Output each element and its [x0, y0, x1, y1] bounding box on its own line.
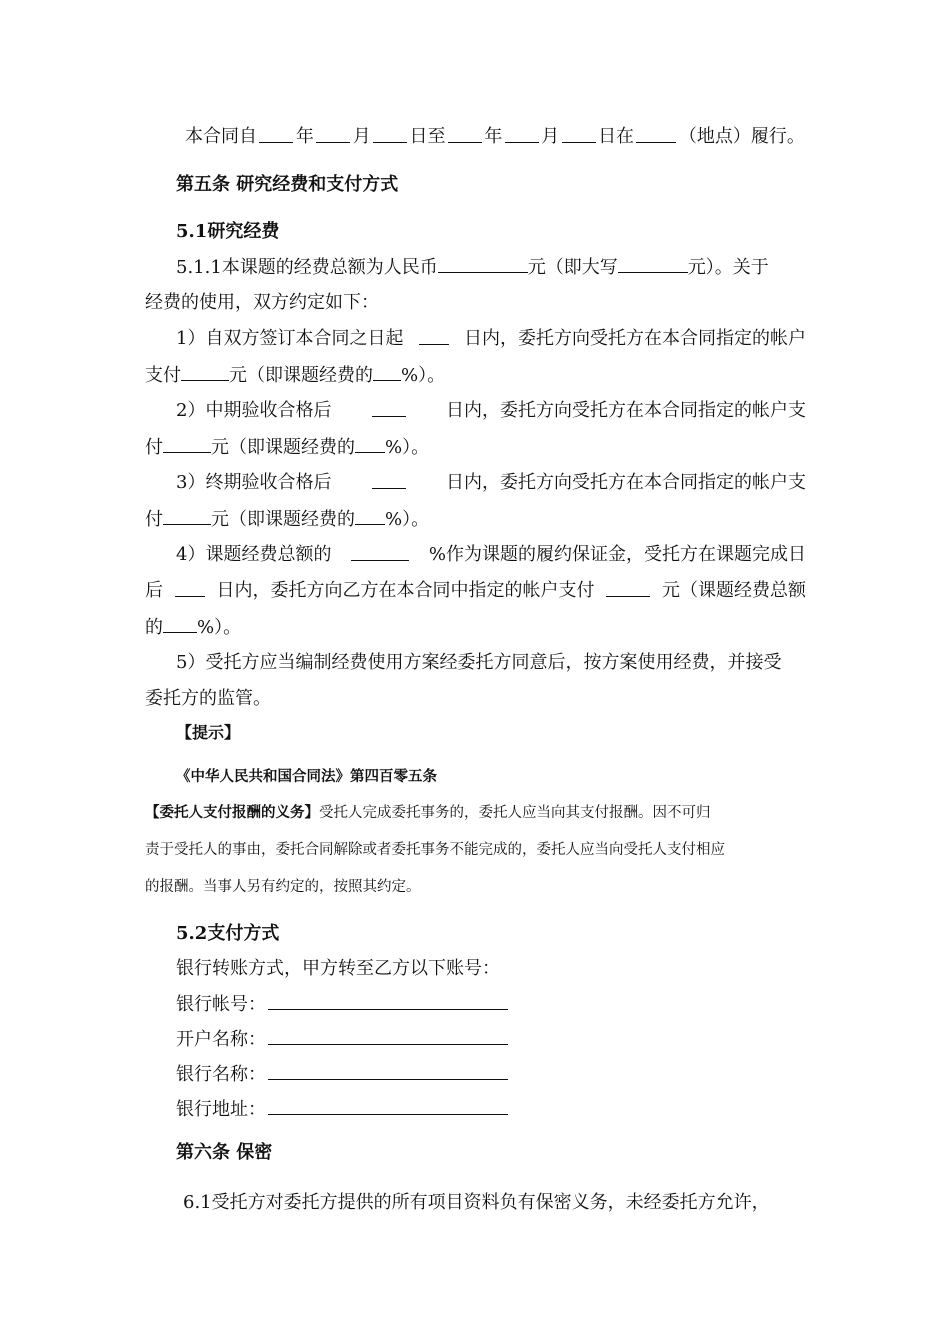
blank-field[interactable]: [181, 362, 229, 381]
field-label: 银行名称：: [176, 1064, 266, 1085]
text: %作为课题的履约保证金，受托方在课题完成日: [428, 544, 806, 565]
text: 元（课题经费总额: [662, 580, 806, 601]
blank-field[interactable]: [373, 362, 401, 381]
law-citation-title: 《中华人民共和国合同法》第四百零五条: [176, 768, 437, 785]
section-5-2-title: 5.2支付方式: [176, 923, 280, 944]
text: 本合同自: [185, 126, 257, 147]
text: 日至: [409, 126, 446, 147]
blank-field[interactable]: [175, 578, 205, 597]
account-number-input[interactable]: [268, 991, 508, 1010]
blank-field[interactable]: [562, 124, 596, 143]
clause-5-1-1-cont: 经费的使用，双方约定如下：: [145, 292, 379, 313]
blank-field[interactable]: [372, 470, 406, 489]
law-article-heading: 【委托人支付报酬的义务】: [145, 804, 319, 821]
text: 付: [145, 509, 163, 530]
payment-item-4-cont: [145, 578, 806, 604]
text: 日内，委托方向受托方在本合同指定的帐户支: [445, 472, 806, 493]
blank-field[interactable]: [419, 326, 449, 345]
text: 元）。关于: [687, 257, 769, 278]
bank-address-input[interactable]: [268, 1096, 508, 1115]
article-5-title: 第五条 研究经费和支付方式: [176, 174, 399, 195]
text: 3）终期验收合格后: [176, 472, 332, 493]
text: 元（即课题经费的: [229, 365, 373, 386]
account-name-input[interactable]: [268, 1026, 508, 1045]
text: 的: [145, 617, 163, 638]
blank-field[interactable]: [438, 254, 528, 273]
bank-account-field: [176, 991, 508, 1018]
text: 支付: [145, 365, 181, 386]
payment-item-2-cont: [145, 434, 429, 461]
text: 付: [145, 437, 163, 458]
text: 日内，委托方向乙方在本合同中指定的帐户支付: [216, 580, 595, 601]
tip-label: 【提示】: [176, 723, 241, 742]
payment-item-5: 5）受托方应当编制经费使用方案经委托方同意后，按方案使用经费，并接受: [176, 652, 782, 673]
clause-5-1-1: [176, 254, 769, 281]
payment-item-2: [176, 398, 806, 424]
payment-item-3-cont: [145, 506, 429, 533]
field-label: 银行帐号：: [176, 994, 266, 1015]
law-text-line-1: [145, 802, 711, 824]
text: 日内，委托方向受托方在本合同指定的帐户支: [445, 400, 806, 421]
text: 2）中期验收合格后: [176, 400, 332, 421]
blank-field[interactable]: [373, 124, 407, 143]
text: 日内，委托方向受托方在本合同指定的帐户: [463, 328, 806, 349]
blank-field[interactable]: [355, 506, 385, 525]
bank-name-field: [176, 1061, 508, 1088]
payment-item-4-cont2: [145, 614, 241, 641]
law-text-line-2: 责于受托人的事由，委托合同解除或者委托事务不能完成的，委托人应当向受托人支付相应: [145, 842, 725, 858]
blank-field[interactable]: [163, 614, 197, 633]
text: 5.1.1本课题的经费总额为人民币: [176, 257, 438, 278]
bank-name-input[interactable]: [268, 1061, 508, 1080]
payment-item-4: [176, 542, 806, 568]
bank-transfer-line: 银行转账方式，甲方转至乙方以下账号：: [176, 958, 500, 979]
text: 月: [352, 126, 371, 147]
blank-field[interactable]: [355, 434, 385, 453]
blank-field[interactable]: [606, 578, 650, 597]
text: %）。: [197, 617, 242, 638]
blank-field[interactable]: [351, 542, 409, 561]
blank-field[interactable]: [259, 124, 293, 143]
payment-item-1-cont: [145, 362, 445, 389]
performance-period-line: [185, 124, 805, 150]
blank-field[interactable]: [163, 434, 211, 453]
blank-field[interactable]: [316, 124, 350, 143]
text: 年: [484, 126, 503, 147]
text: （地点）履行。: [678, 126, 805, 147]
blank-field[interactable]: [505, 124, 539, 143]
text: 1）自双方签订本合同之日起: [176, 328, 404, 349]
text: 后: [145, 580, 163, 601]
blank-field[interactable]: [163, 506, 211, 525]
field-label: 开户名称：: [176, 1029, 266, 1050]
text: 元（即大写: [527, 257, 618, 278]
law-text-line-3: 的报酬。当事人另有约定的，按照其约定。: [145, 879, 421, 895]
text: %）。: [401, 365, 446, 386]
account-name-field: [176, 1026, 508, 1053]
field-label: 银行地址：: [176, 1099, 266, 1120]
blank-field[interactable]: [448, 124, 482, 143]
text: 月: [541, 126, 560, 147]
text: 4）课题经费总额的: [176, 544, 332, 565]
text: 日在: [598, 126, 635, 147]
payment-item-1: [176, 326, 806, 352]
text: 年: [295, 126, 314, 147]
payment-item-5-cont: 委托方的监管。: [145, 688, 271, 709]
clause-6-1: 6.1受托方对委托方提供的所有项目资料负有保密义务，未经委托方允许，: [183, 1192, 770, 1213]
payment-item-3: [176, 470, 806, 496]
text: %）。: [385, 437, 430, 458]
text: %）。: [385, 509, 430, 530]
blank-field[interactable]: [618, 254, 688, 273]
text: 元（即课题经费的: [211, 509, 355, 530]
text: 元（即课题经费的: [211, 437, 355, 458]
text: 受托人完成委托事务的，委托人应当向其支付报酬。因不可归: [319, 805, 711, 821]
bank-address-field: [176, 1096, 508, 1123]
blank-field[interactable]: [636, 124, 676, 143]
section-5-1-title: 5.1研究经费: [176, 221, 280, 242]
article-6-title: 第六条 保密: [176, 1142, 273, 1163]
blank-field[interactable]: [372, 398, 406, 417]
